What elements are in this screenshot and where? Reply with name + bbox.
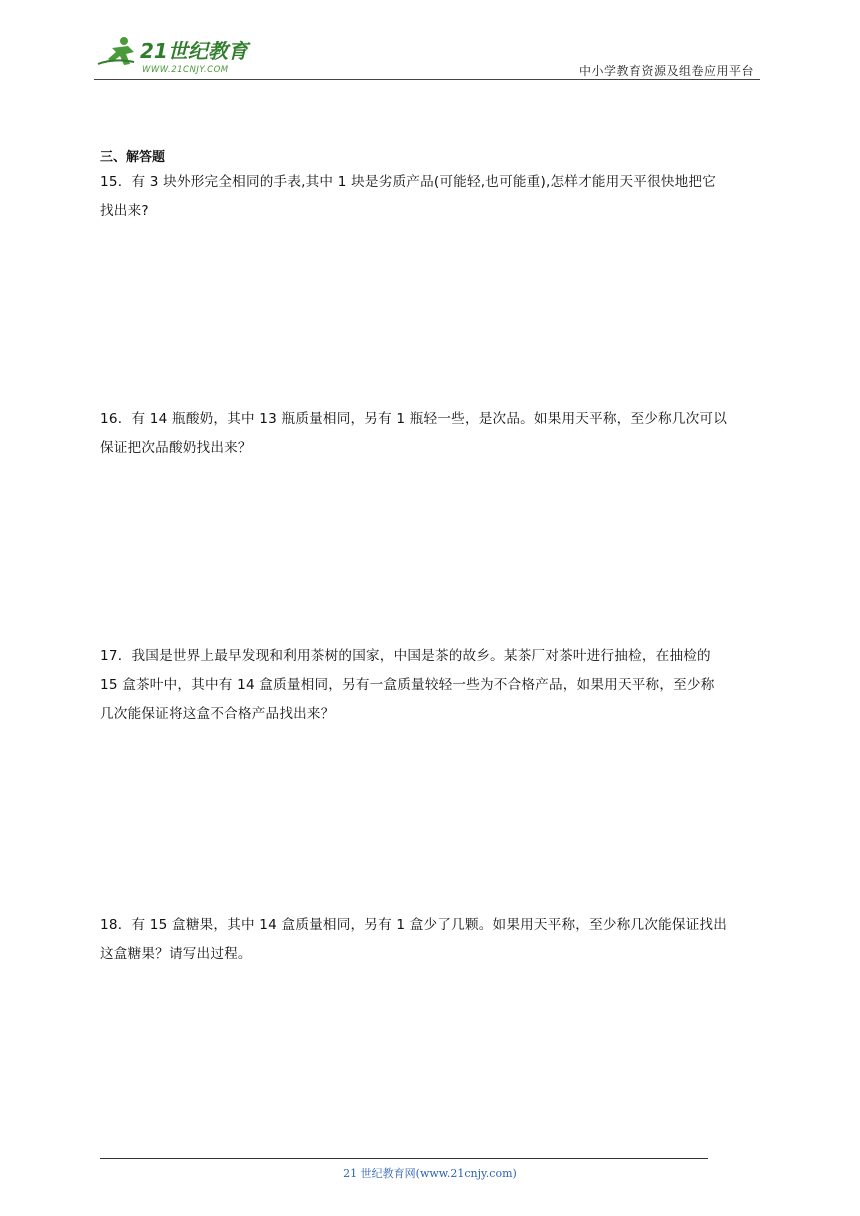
question-16	[100, 405, 764, 463]
question-line: 17．我国是世界上最早发现和利用茶树的国家，中国是茶的故乡。某茶厂对茶叶进行抽检，在抽检的	[100, 648, 711, 664]
question-15	[100, 168, 764, 226]
logo-url: WWW.21CNJY.COM	[142, 65, 229, 75]
question-18	[100, 911, 764, 969]
logo-graphic	[94, 34, 264, 76]
question-line: 15 盒茶叶中，其中有 14 盒质量相同，另有一盒质量较轻一些为不合格产品，如果用天平称，至少称	[100, 677, 715, 693]
footer-divider	[100, 1158, 708, 1159]
header-tagline: 中小学教育资源及组卷应用平台	[578, 64, 754, 78]
question-line: 16．有 14 瓶酸奶，其中 13 瓶质量相同，另有 1 瓶轻一些，是次品。如果用天平称，至少称几次可以	[100, 411, 728, 427]
question-17	[100, 642, 764, 729]
footer-link[interactable]: 21 世纪教育网(www.21cnjy.com)	[343, 1167, 517, 1180]
section-title: 三、解答题	[100, 150, 166, 165]
page-header	[94, 30, 760, 80]
question-line: 几次能保证将这盒不合格产品找出来？	[100, 706, 335, 722]
question-line: 15．有 3 块外形完全相同的手表,其中 1 块是劣质产品(可能轻,也可能重),怎样才能用天平很快地把它	[100, 174, 717, 190]
question-line: 18．有 15 盒糖果，其中 14 盒质量相同，另有 1 盒少了几颗。如果用天平称，至少称几次能保证找出	[100, 917, 728, 933]
question-line: 这盒糖果？请写出过程。	[100, 946, 252, 962]
question-line: 找出来?	[100, 203, 149, 219]
question-line: 保证把次品酸奶找出来？	[100, 440, 252, 456]
site-logo	[94, 34, 264, 76]
header-divider	[94, 79, 760, 80]
logo-wordmark: 21世纪教育	[140, 39, 248, 63]
logo-figure-head	[120, 37, 128, 45]
